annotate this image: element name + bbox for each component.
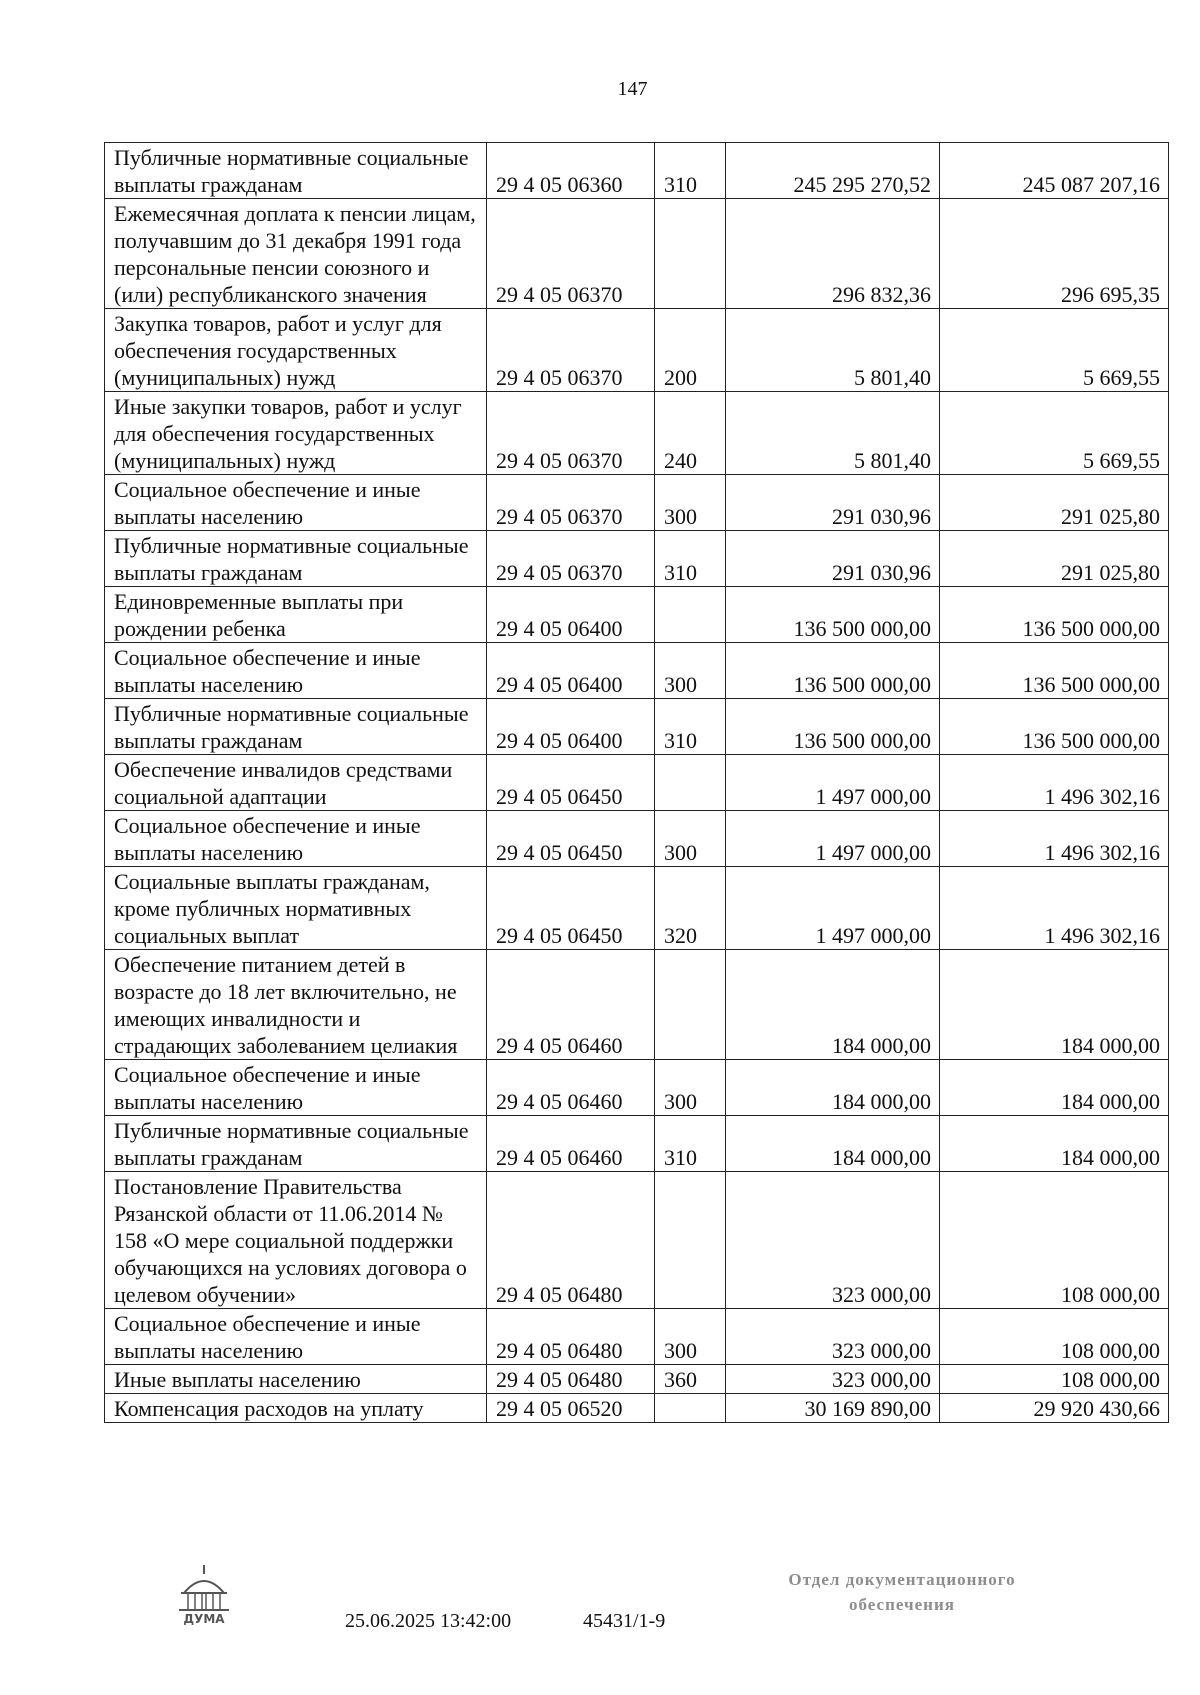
cell-planned-amount: 30 169 890,00 [726,1394,940,1423]
cell-expense-type: 200 [655,309,726,392]
cell-expense-type: 300 [655,1309,726,1365]
cell-name: Иные закупки товаров, работ и услуг для обеспечения государственных (муниципальных) нужд [105,392,487,475]
cell-planned-amount: 291 030,96 [726,531,940,587]
cell-name: Публичные нормативные социальные выплаты гражданам [105,531,487,587]
duma-logo-icon [176,1565,232,1627]
cell-expense-type [655,199,726,309]
cell-actual-amount: 1 496 302,16 [940,811,1169,867]
table-row [105,1172,1169,1309]
cell-name: Социальное обеспечение и иные выплаты населению [105,1309,487,1365]
cell-expense-type: 360 [655,1365,726,1394]
cell-actual-amount: 108 000,00 [940,1172,1169,1309]
table-row [105,1365,1169,1394]
table-row [105,950,1169,1060]
cell-actual-amount: 29 920 430,66 [940,1394,1169,1423]
cell-name: Закупка товаров, работ и услуг для обеспечения государственных (муниципальных) нужд [105,309,487,392]
cell-code: 29 4 05 06460 [487,1060,655,1116]
cell-actual-amount: 1 496 302,16 [940,755,1169,811]
cell-code: 29 4 05 06460 [487,950,655,1060]
cell-code: 29 4 05 06370 [487,531,655,587]
cell-name: Социальное обеспечение и иные выплаты населению [105,643,487,699]
cell-actual-amount: 184 000,00 [940,950,1169,1060]
cell-planned-amount: 184 000,00 [726,1116,940,1172]
cell-name: Единовременные выплаты при рождении ребенка [105,587,487,643]
cell-expense-type: 300 [655,643,726,699]
cell-expense-type: 300 [655,1060,726,1116]
cell-planned-amount: 1 497 000,00 [726,755,940,811]
table-row [105,867,1169,950]
cell-actual-amount: 291 025,80 [940,531,1169,587]
cell-expense-type: 300 [655,811,726,867]
cell-actual-amount: 1 496 302,16 [940,867,1169,950]
cell-name: Обеспечение питанием детей в возрасте до 18 лет включительно, не имеющих инвалидности и страдающих заболеванием целиакия [105,950,487,1060]
cell-expense-type: 310 [655,1116,726,1172]
cell-name: Ежемесячная доплата к пенсии лицам, получавшим до 31 декабря 1991 года персональные пенсии союзного и (или) республиканского значения [105,199,487,309]
cell-planned-amount: 136 500 000,00 [726,643,940,699]
cell-planned-amount: 323 000,00 [726,1365,940,1394]
cell-expense-type: 310 [655,699,726,755]
cell-planned-amount: 296 832,36 [726,199,940,309]
cell-actual-amount: 296 695,35 [940,199,1169,309]
cell-actual-amount: 245 087 207,16 [940,143,1169,199]
cell-name: Социальные выплаты гражданам, кроме публичных нормативных социальных выплат [105,867,487,950]
table-row [105,755,1169,811]
cell-code: 29 4 05 06360 [487,143,655,199]
cell-actual-amount: 108 000,00 [940,1309,1169,1365]
cell-planned-amount: 184 000,00 [726,950,940,1060]
budget-table [104,142,1169,1423]
cell-name: Обеспечение инвалидов средствами социальной адаптации [105,755,487,811]
cell-code: 29 4 05 06480 [487,1309,655,1365]
cell-name: Постановление Правительства Рязанской области от 11.06.2014 № 158 «О мере социальной поддержки обучающихся на условиях договора о целевом обучении» [105,1172,487,1309]
cell-planned-amount: 1 497 000,00 [726,867,940,950]
duma-logo-text: ДУМА [183,1612,225,1626]
table-row [105,199,1169,309]
cell-code: 29 4 05 06480 [487,1365,655,1394]
department-stamp: Отдел документационного обеспечения [788,1570,1016,1614]
table-row [105,587,1169,643]
cell-code: 29 4 05 06460 [487,1116,655,1172]
table-row [105,531,1169,587]
table-row [105,475,1169,531]
page-number: 147 [617,78,648,100]
cell-name: Публичные нормативные социальные выплаты гражданам [105,699,487,755]
table-row [105,811,1169,867]
cell-planned-amount: 136 500 000,00 [726,699,940,755]
table-row [105,1394,1169,1423]
cell-name: Социальное обеспечение и иные выплаты населению [105,475,487,531]
cell-expense-type: 310 [655,143,726,199]
cell-name: Социальное обеспечение и иные выплаты населению [105,811,487,867]
cell-planned-amount: 323 000,00 [726,1309,940,1365]
footer-datetime: 25.06.2025 13:42:00 [345,1610,512,1632]
cell-code: 29 4 05 06370 [487,475,655,531]
cell-planned-amount: 184 000,00 [726,1060,940,1116]
cell-expense-type [655,755,726,811]
cell-code: 29 4 05 06400 [487,587,655,643]
cell-expense-type: 240 [655,392,726,475]
table-row [105,1060,1169,1116]
cell-expense-type [655,587,726,643]
cell-actual-amount: 136 500 000,00 [940,643,1169,699]
cell-code: 29 4 05 06370 [487,392,655,475]
cell-actual-amount: 291 025,80 [940,475,1169,531]
cell-code: 29 4 05 06450 [487,811,655,867]
cell-code: 29 4 05 06370 [487,199,655,309]
footer-reg-number: 45431/1-9 [583,1610,666,1632]
cell-code: 29 4 05 06400 [487,699,655,755]
cell-actual-amount: 5 669,55 [940,309,1169,392]
cell-actual-amount: 136 500 000,00 [940,699,1169,755]
budget-table-body [105,143,1169,1423]
cell-code: 29 4 05 06450 [487,867,655,950]
cell-name: Иные выплаты населению [105,1365,487,1394]
table-row [105,1309,1169,1365]
cell-expense-type: 320 [655,867,726,950]
cell-expense-type: 310 [655,531,726,587]
cell-planned-amount: 136 500 000,00 [726,587,940,643]
cell-name: Публичные нормативные социальные выплаты гражданам [105,143,487,199]
cell-actual-amount: 136 500 000,00 [940,587,1169,643]
cell-planned-amount: 245 295 270,52 [726,143,940,199]
cell-expense-type [655,1394,726,1423]
cell-code: 29 4 05 06370 [487,309,655,392]
table-row [105,699,1169,755]
cell-planned-amount: 1 497 000,00 [726,811,940,867]
cell-name: Компенсация расходов на уплату [105,1394,487,1423]
cell-actual-amount: 108 000,00 [940,1365,1169,1394]
cell-actual-amount: 184 000,00 [940,1116,1169,1172]
cell-planned-amount: 5 801,40 [726,309,940,392]
cell-actual-amount: 184 000,00 [940,1060,1169,1116]
table-row [105,1116,1169,1172]
table-row [105,309,1169,392]
cell-actual-amount: 5 669,55 [940,392,1169,475]
table-row [105,143,1169,199]
table-row [105,392,1169,475]
cell-expense-type [655,1172,726,1309]
cell-planned-amount: 291 030,96 [726,475,940,531]
cell-planned-amount: 323 000,00 [726,1172,940,1309]
cell-planned-amount: 5 801,40 [726,392,940,475]
cell-code: 29 4 05 06400 [487,643,655,699]
cell-code: 29 4 05 06520 [487,1394,655,1423]
cell-name: Социальное обеспечение и иные выплаты населению [105,1060,487,1116]
cell-code: 29 4 05 06480 [487,1172,655,1309]
cell-expense-type: 300 [655,475,726,531]
table-row [105,643,1169,699]
cell-code: 29 4 05 06450 [487,755,655,811]
cell-expense-type [655,950,726,1060]
cell-name: Публичные нормативные социальные выплаты гражданам [105,1116,487,1172]
